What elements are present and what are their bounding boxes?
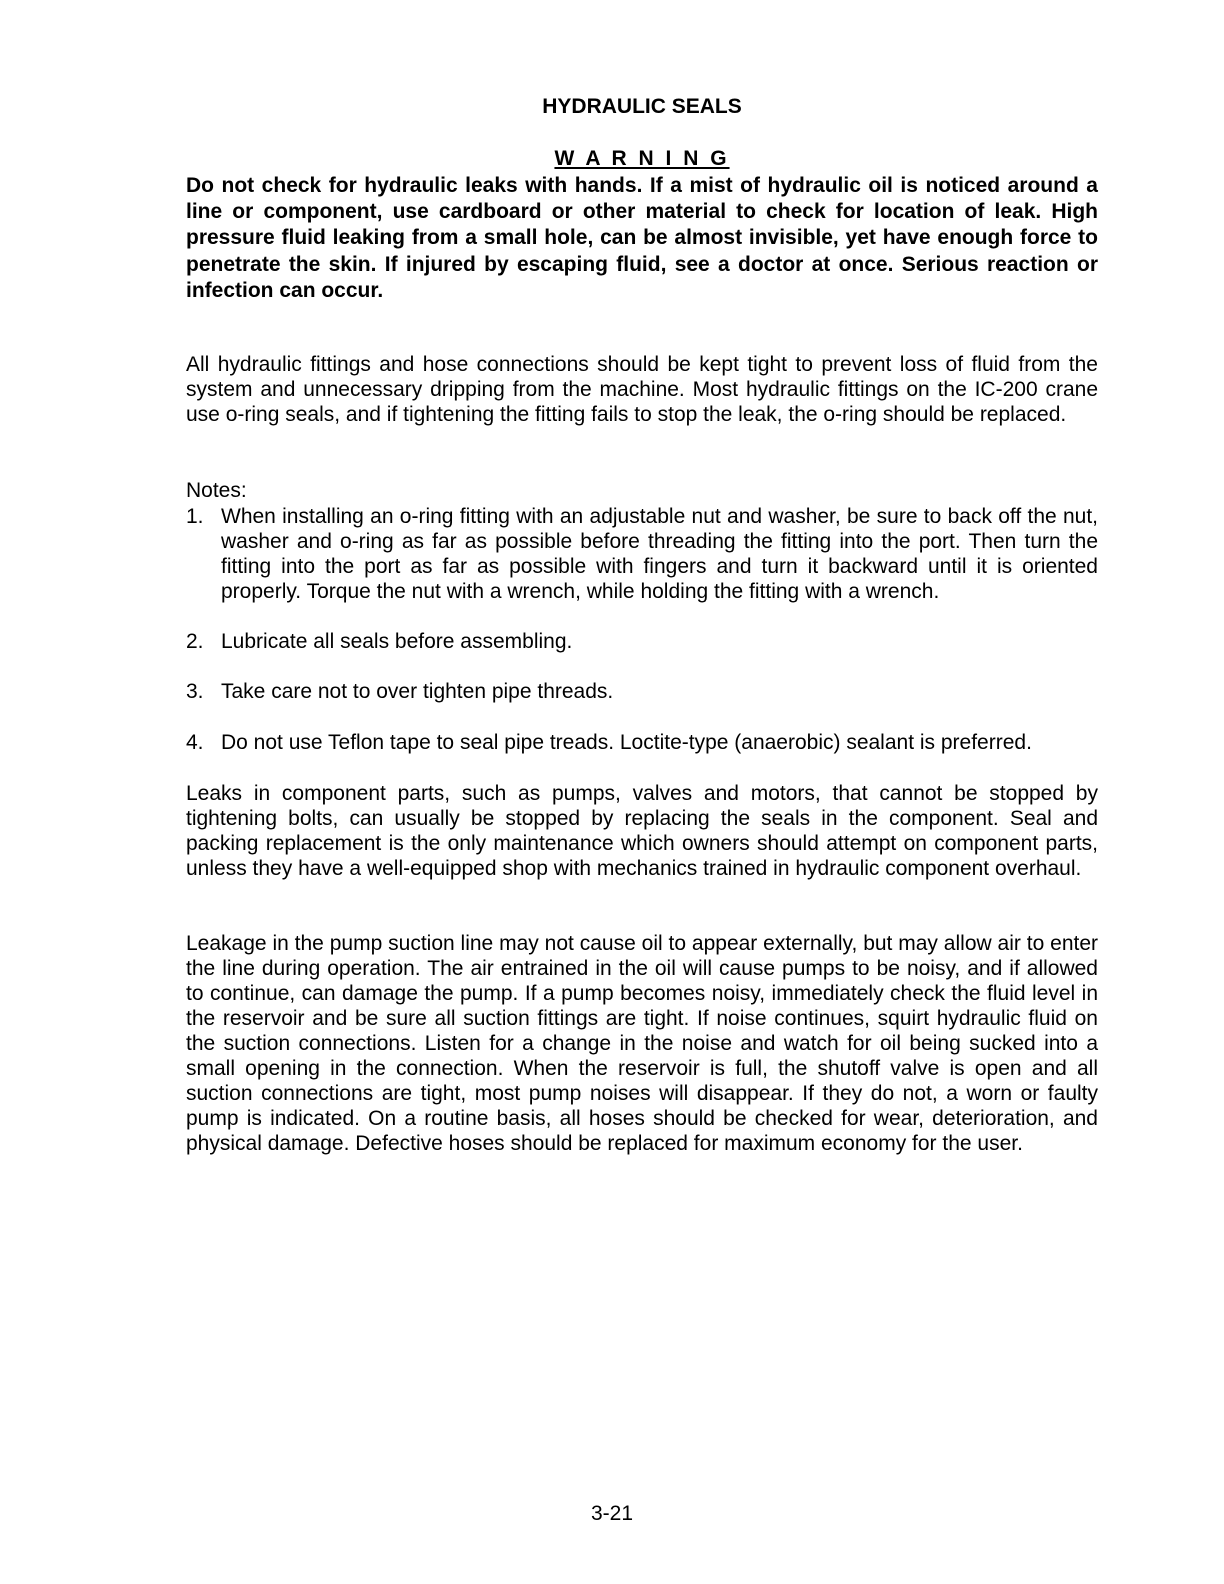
paragraph-component-leaks: Leaks in component parts, such as pumps, valves and motors, that cannot be stopped by tightening bolts, can usually be stopped by replacing the seals in the component. Seal and packing replacement is the only maintenance which owners should attempt on component parts, unless they have a well-equipped shop with mechanics trained in hydraulic component overhaul. bbox=[186, 782, 1098, 880]
notes-label: Notes: bbox=[186, 479, 247, 502]
page-number: 3-21 bbox=[590, 1502, 634, 1525]
paragraph-fittings: All hydraulic fittings and hose connections should be kept tight to prevent loss of fluid from the system and unnecessary dripping from the machine. Most hydraulic fittings on the IC-200 crane use o-ring seals, and if tightening the fitting fails to stop the leak, the o-ring should be replaced. bbox=[186, 353, 1098, 426]
page-title: HYDRAULIC SEALS bbox=[542, 95, 742, 118]
note-number: 1. bbox=[186, 505, 204, 528]
note-text: When installing an o-ring fitting with an adjustable nut and washer, be sure to back off the nut, washer and o-ring as far as possible before threading the fitting into the port. Then turn the fitting into the port as far as possible with fingers and turn it backward until it is oriented properly. Torque the nut with a wrench, while holding the fitting with a wrench. bbox=[221, 505, 1098, 603]
note-item-2 bbox=[186, 629, 1098, 654]
note-item-3 bbox=[186, 679, 1098, 704]
note-number: 4. bbox=[186, 731, 204, 754]
paragraph-suction-line: Leakage in the pump suction line may not cause oil to appear externally, but may allow air to enter the line during operation. The air entrained in the oil will cause pumps to be noisy, and if allowed to continue, can damage the pump. If a pump becomes noisy, immediately check the fluid level in the reservoir and be sure all suction fittings are tight. If noise continues, squirt hydraulic fluid on the suction connections. Listen for a change in the noise and watch for oil being sucked into a small opening in the connection. When the reservoir is full, the shutoff valve is open and all suction connections are tight, most pump noises will disappear. If they do not, a worn or faulty pump is indicated. On a routine basis, all hoses should be checked for wear, deterioration, and physical damage. Defective hoses should be replaced for maximum economy for the user. bbox=[186, 932, 1098, 1155]
warning-heading: W A R N I N G bbox=[554, 147, 730, 170]
note-text: Take care not to over tighten pipe threads. bbox=[221, 680, 614, 703]
note-item-1 bbox=[186, 504, 1098, 604]
note-text: Lubricate all seals before assembling. bbox=[221, 630, 573, 653]
note-number: 2. bbox=[186, 630, 204, 653]
note-number: 3. bbox=[186, 680, 204, 703]
note-text: Do not use Teflon tape to seal pipe treads. Loctite-type (anaerobic) sealant is preferred. bbox=[221, 731, 1032, 754]
note-item-4 bbox=[186, 730, 1098, 755]
warning-text: Do not check for hydraulic leaks with hands. If a mist of hydraulic oil is noticed around a line or component, use cardboard or other material to check for location of leak. High pressure fluid leaking from a small hole, can be almost invisible, yet have enough force to penetrate the skin. If injured by escaping fluid, see a doctor at once. Serious reaction or infection can occur. bbox=[186, 174, 1098, 302]
